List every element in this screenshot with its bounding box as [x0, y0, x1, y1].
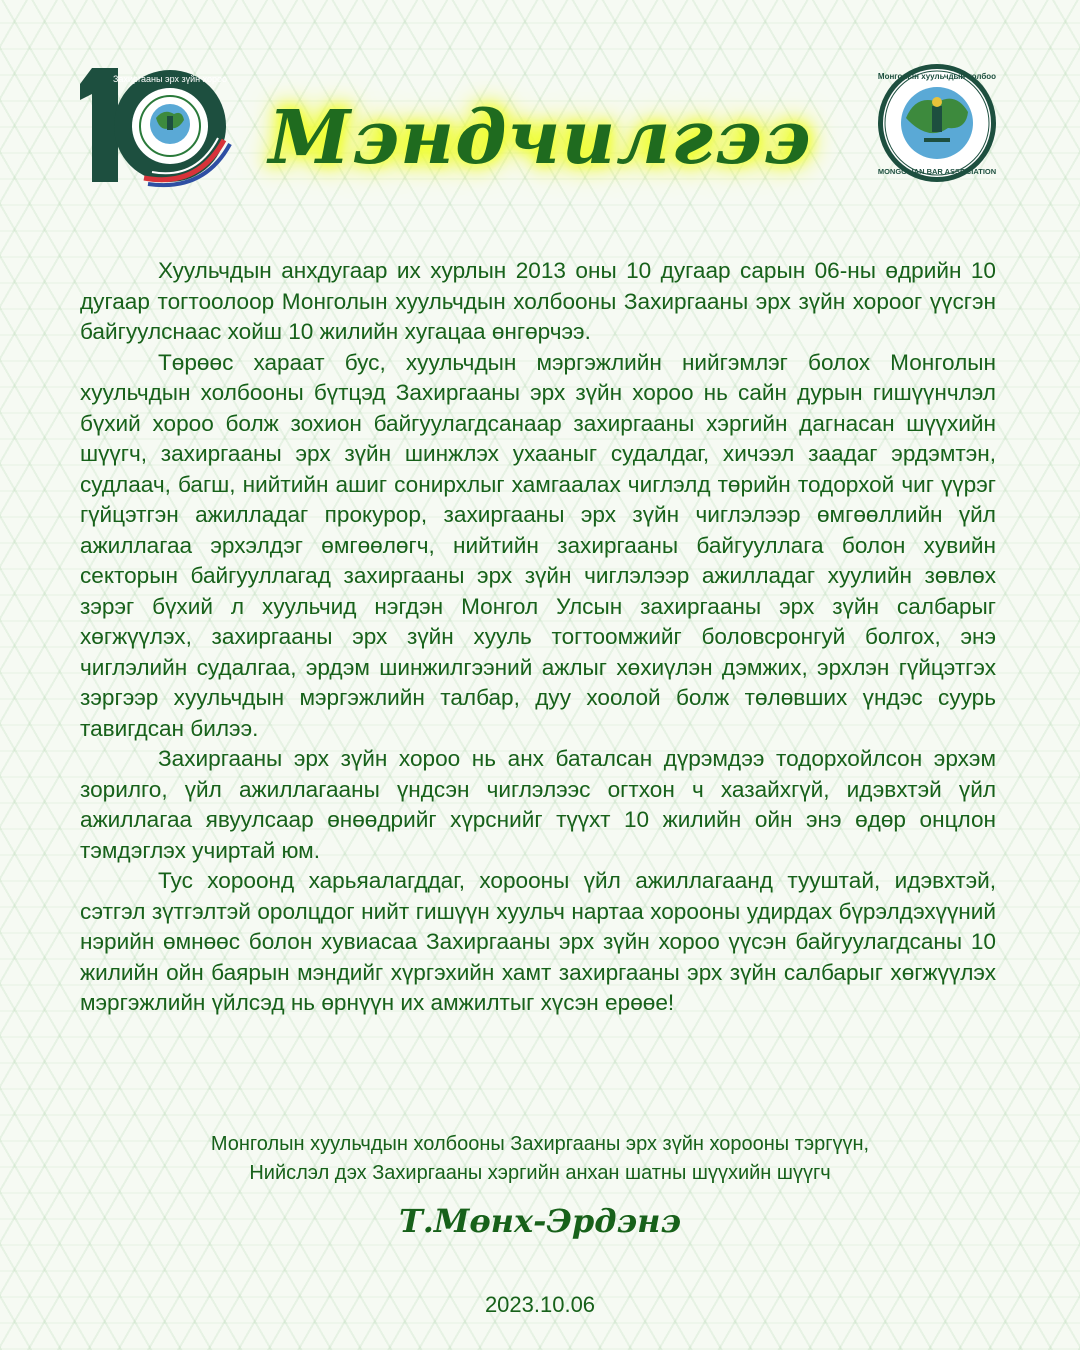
- right-logo-arc-bottom: MONGOLIAN BAR ASSOCIATION: [877, 167, 997, 176]
- bar-association-seal: [876, 62, 998, 184]
- signatory-position-line-2: Нийслэл дэх Захиргааны хэргийн анхан шатны шүүхийн шүүгч: [249, 1162, 831, 1184]
- left-logo-arc-text: Захиргааны эрх зүйн хороо: [112, 74, 228, 84]
- signatory-position: [0, 1130, 1080, 1188]
- bar-association-seal-icon: [876, 62, 998, 184]
- letter-body: [80, 256, 996, 1019]
- signatory-position-line-1: Монголын хуульчдын холбооны Захиргааны эрх зүйн хорооны тэргүүн,: [210, 1133, 870, 1155]
- paragraph: Хуульчдын анхдугаар их хурлын 2013 оны 10 дугаар сарын 06-ны өдрийн 10 дугаар тогтоолоор Монголын хуульчдын холбооны Захиргааны эрх зүйн хороог үүсгэн байгуулснаас хойш 10 жилийн хугацаа өнгөрчээ.: [80, 258, 996, 344]
- paragraph: Захиргааны эрх зүйн хороо нь анх баталсан дүрэмдээ тодорхойлсон эрхэм зорилго, үйл ажиллагааны үндсэн чиглэлээс огтхон ч хазайхгүй, идэвхтэй үйл ажиллагаа явуулсаар өнөөдрийг хүрснийг түүхт 10 жилийн ойн энэ өдөр онцлон тэмдэглэх учиртай юм.: [80, 746, 996, 863]
- page-title: Мэндчилгээ: [268, 95, 812, 181]
- paragraph: Төрөөс хараат бус, хуульчдын мэргэжлийн нийгэмлэг болох Монголын хуульчдын холбооны бүтцэд Захиргааны эрх зүйн хороо нь сайн дурын гишүүнчлэл бүхий хороо болж зохион байгуулагдсанаар захиргааны хэргийн дагнасан шүүхийн шүүгч, захиргааны эрх зүйн шинжлэх ухааныг судалдаг, хичээл заадаг эрдэмтэн, судлаач, багш, нийтийн ашиг сонирхлыг хамгаалах чиглэлд төрийн тодорхой чиг үүрэг гүйцэтгэн ажилладаг прокурор, захиргааны эрх зүйн чиглэлээр өмгөөллийн үйл ажиллагаа эрхэлдэг өмгөөлөгч, нийтийн захиргааны байгууллага болон хувийн секторын байгууллагад захиргааны эрх зүйн чиглэлээр ажилладаг хуулийн зөвлөх зэрэг бүхий л хуульчид нэгдэн Монгол Улсын захиргааны эрх зүйн салбарыг хөгжүүлэх, захиргааны эрх зүйн хууль тогтоомжийг боловсронгуй болгох, энэ чиглэлийн судалгаа, эрдэм шинжилгээний ажлыг хөхиүлэн дэмжих, эрхлэн гүйцэтгэх зэргээр хуульчдын мэргэжлийн талбар, дуу хоолой болж төлөвших үндэс суурь тавигдсан билээ.: [80, 349, 996, 741]
- right-logo-arc-top: Монголын хуульчдын холбоо: [877, 72, 997, 81]
- paragraph: Тус хороонд харьяалагддаг, хорооны үйл ажиллагаанд тууштай, идэвхтэй, сэтгэл зүтгэлтэй оролцдог нийт гишүүн хуульч нартаа хорооны удирдах бүрэлдэхүүний нэрийн өмнөөс болон хувиасаа Захиргааны эрх зүйн хороо үүсэн байгуулагдсаны 10 жилийн ойн баярын мэндийг хүргэхийн хамт захиргааны эрх зүйн салбарыг хөгжүүлэх мэргэжлийн үйлсэд нь өрнүүн их амжилтыг хүсэн ерөөе!: [80, 868, 996, 1015]
- signatory-name: Т.Мөнх-Эрдэнэ: [398, 1202, 682, 1240]
- letter-date: 2023.10.06: [484, 1292, 596, 1317]
